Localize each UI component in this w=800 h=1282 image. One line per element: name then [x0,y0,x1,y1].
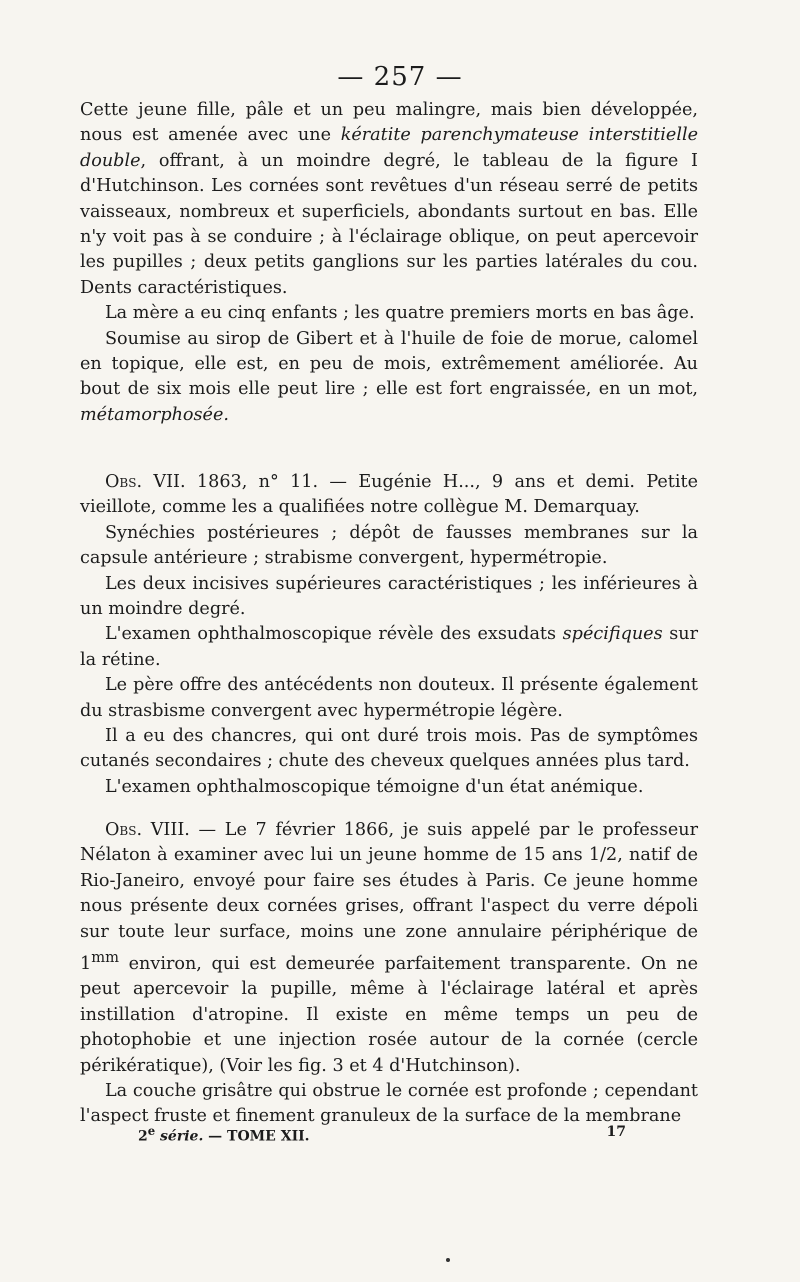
text: 1863, n° 11. — Eugénie H..., 9 ans et demi. Petite vieillote, comme les a qualifiées notre collègue M. Demarquay. [80,472,698,518]
page-footer [138,1124,626,1145]
text: Cette jeune fille, pâle et un peu malingre, mais bien développée, nous est amenée avec une [80,100,698,146]
paragraph: Il a eu des chancres, qui ont duré trois mois. Pas de symptômes cutanés secondaires ; chute des cheveux quelques années plus tard. [80,726,698,772]
superscript-unit: mm [91,949,119,967]
paragraph [80,98,698,301]
text: environ, qui est demeurée parfaitement transparente. On ne peut apercevoir la pupille, même à l'éclairage latéral et après instillation d'atropine. Il existe en même temps un peu de photophobie et une injection rosée autour de la cornée (cercle périkératique), (Voir les fig. 3 et 4 d'Hutchinson). [80,953,698,1076]
paragraph [80,818,698,1079]
signature-mark: 17 [606,1124,626,1140]
series-number: 2 [138,1128,148,1145]
paragraph: La mère a eu cinq enfants ; les quatre premiers morts en bas âge. [105,303,695,324]
paragraph: Synéchies postérieures ; dépôt de fausses membranes sur la capsule antérieure ; strabisme convergent, hypermétropie. [80,522,698,569]
observation-label: Obs. VII. [105,472,186,492]
tome-label: — TOME XII. [203,1128,310,1145]
paragraph: Les deux incisives supérieures caractéristiques ; les inférieures à un moindre degré. [80,573,698,620]
observation-label: Obs. VIII. [105,820,190,840]
observation-viii [80,818,698,1130]
paragraph: L'examen ophthalmoscopique témoigne d'un état anémique. [105,776,644,797]
series-superscript: e [147,1124,156,1138]
emphasis-text: spécifiques [562,624,663,645]
page-number: — 257 — [337,62,463,92]
paragraph: La couche grisâtre qui obstrue le cornée est profonde ; cependant l'aspect fruste et finement granuleux de la surface de la membrane [80,1080,698,1127]
paragraph: Le père offre des antécédents non douteux. Il présente également du strasbisme convergent avec hypermétropie légère. [80,675,698,721]
text: , offrant, à un moindre degré, le tableau de la figure I d'Hutchinson. Les cornées sont revêtues d'un réseau serré de petits vaisseaux, nombreux et superficiels, abondants surtout en bas. Elle n'y voit pas à se conduire ; à l'éclairage oblique, on peut apercevoir les pupilles ; deux petits ganglions sur les parties latérales du cou. Dents caractéristiques. [80,150,698,298]
series-info [138,1124,310,1145]
series-word: série. [160,1128,204,1145]
paragraph [80,622,698,673]
observation-vii [80,470,698,800]
paragraph [80,470,698,521]
text: Soumise au sirop de Gibert et à l'huile de foie de morue, calomel en topique, elle est, en peu de mois, extrêmement améliorée. Au bout de six mois elle peut lire ; elle est fort engraissée, en un mot, [80,328,698,400]
paragraph [80,327,698,429]
text: — Le 7 février 1866, je suis appelé par le professeur Nélaton à examiner avec lui un jeune homme de 15 ans 1/2, natif de Rio-Janeiro, envoyé pour faire ses études à Paris. Ce jeune homme nous présente deux cornées grises, offrant l'aspect du verre dépoli sur toute leur surface, moins une zone annulaire périphérique de 1 [80,820,698,974]
emphasis-text: métamorphosée. [80,404,229,425]
text: L'examen ophthalmoscopique révèle des exsudats [105,624,563,645]
case-vi-continuation [80,98,698,428]
speck [446,1258,450,1262]
emphasis-text: kératite parenchymateuse interstitielle double [80,125,698,171]
text: sur la rétine. [80,624,698,670]
